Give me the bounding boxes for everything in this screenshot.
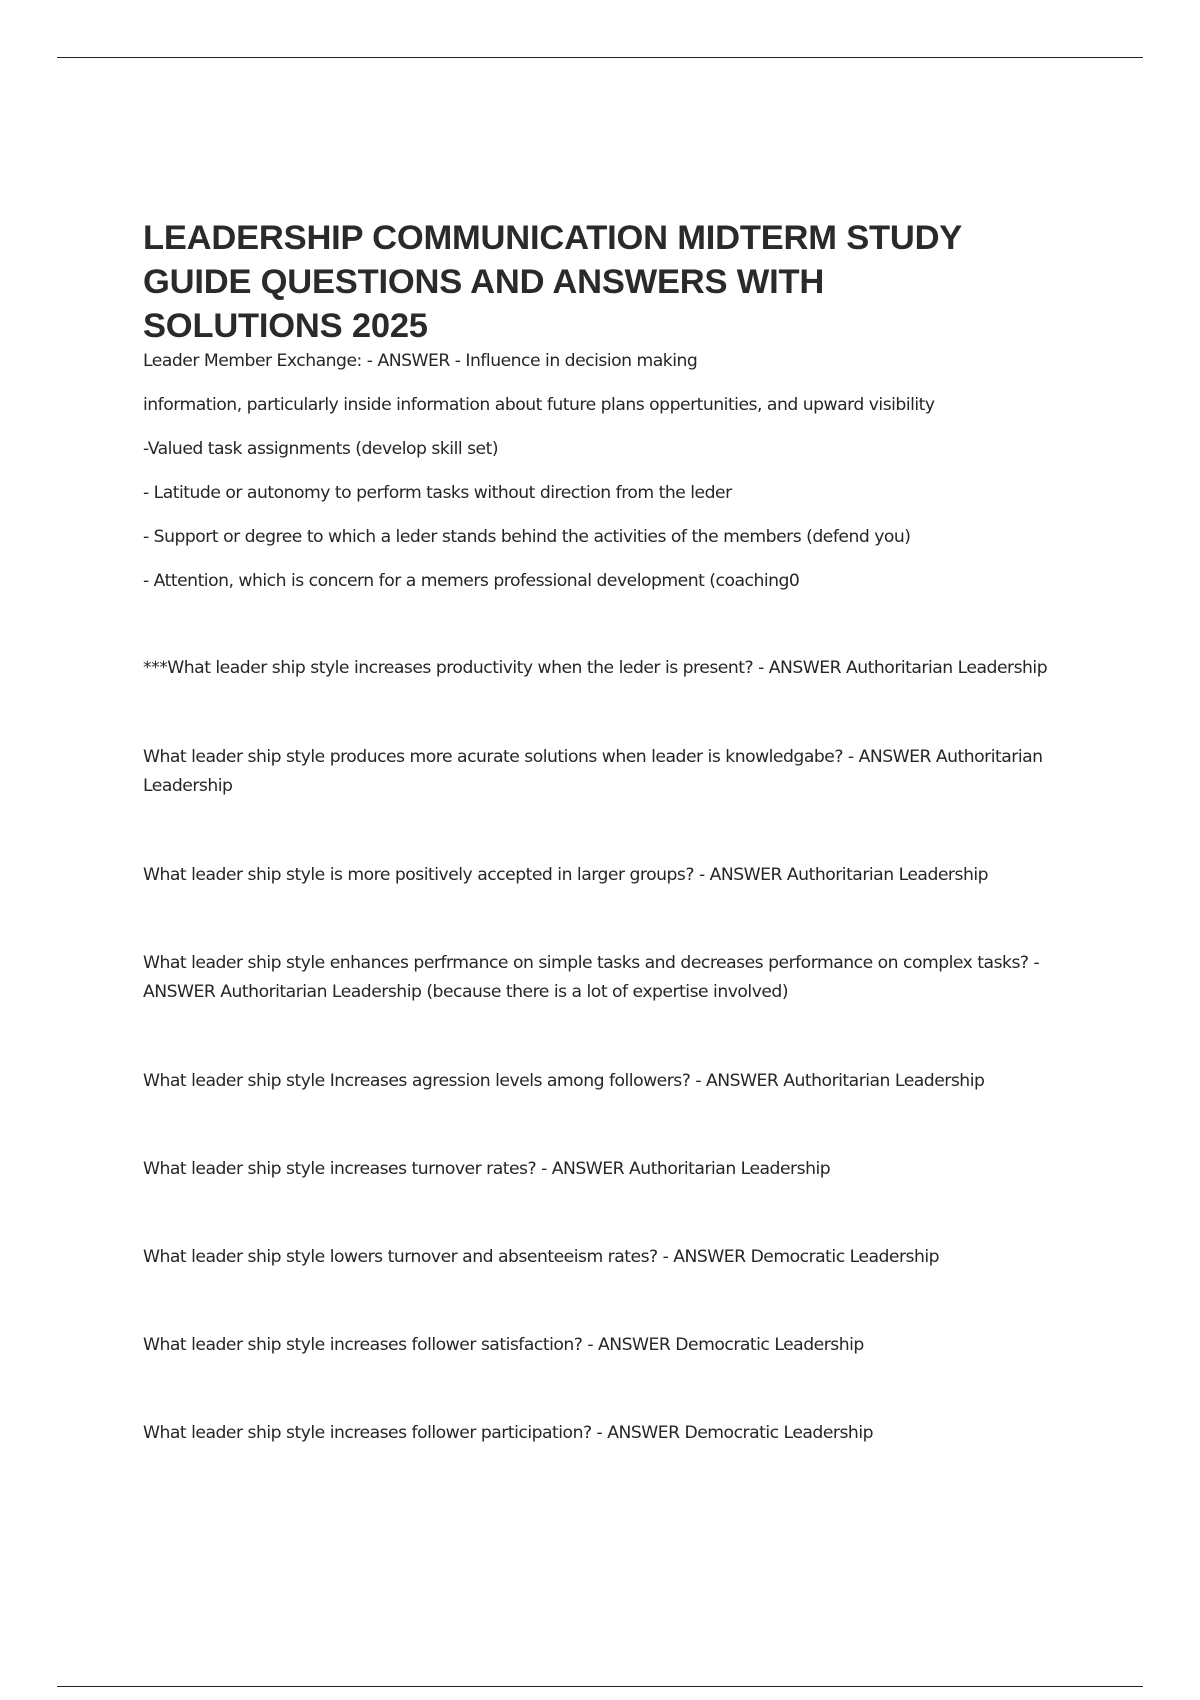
qa-list	[143, 654, 1073, 1448]
intro-line: -Valued task assignments (develop skill set)	[143, 439, 499, 459]
qa-item: What leader ship style increases turnover rates? - ANSWER Authoritarian Leadership	[143, 1159, 831, 1179]
intro-line: - Attention, which is concern for a memers professional development (coaching0	[143, 571, 800, 591]
document-title: LEADERSHIP COMMUNICATION MIDTERM STUDY GUIDE QUESTIONS AND ANSWERS WITH SOLUTIONS 2025	[143, 219, 962, 345]
qa-item: ***What leader ship style increases productivity when the leder is present? - ANSWER Authoritarian Leadership	[143, 658, 1048, 678]
qa-item: What leader ship style increases follower satisfaction? - ANSWER Democratic Leadership	[143, 1335, 864, 1355]
header-rule	[57, 57, 1143, 58]
qa-item: What leader ship style enhances perfrmance on simple tasks and decreases performance on complex tasks? - ANSWER Authoritarian Leadership (because there is a lot of expertise involved)	[143, 953, 1040, 1002]
qa-item: What leader ship style produces more acurate solutions when leader is knowledgabe? - ANSWER Authoritarian Leadership	[143, 747, 1043, 796]
intro-line: - Latitude or autonomy to perform tasks without direction from the leder	[143, 483, 732, 503]
qa-item: What leader ship style lowers turnover and absenteeism rates? - ANSWER Democratic Leadership	[143, 1247, 940, 1267]
intro-block	[143, 350, 1073, 592]
intro-line: information, particularly inside information about future plans oppertunities, and upward visibility	[143, 395, 935, 415]
intro-line: Leader Member Exchange: - ANSWER - Influence in decision making	[143, 351, 698, 371]
footer-rule	[57, 1686, 1143, 1687]
qa-item: What leader ship style increases follower participation? - ANSWER Democratic Leadership	[143, 1423, 874, 1443]
document-content	[143, 216, 1073, 1448]
intro-line: - Support or degree to which a leder stands behind the activities of the members (defend you)	[143, 527, 911, 547]
qa-item: What leader ship style is more positively accepted in larger groups? - ANSWER Authoritarian Leadership	[143, 865, 989, 885]
qa-item: What leader ship style Increases agression levels among followers? - ANSWER Authoritarian Leadership	[143, 1071, 985, 1091]
